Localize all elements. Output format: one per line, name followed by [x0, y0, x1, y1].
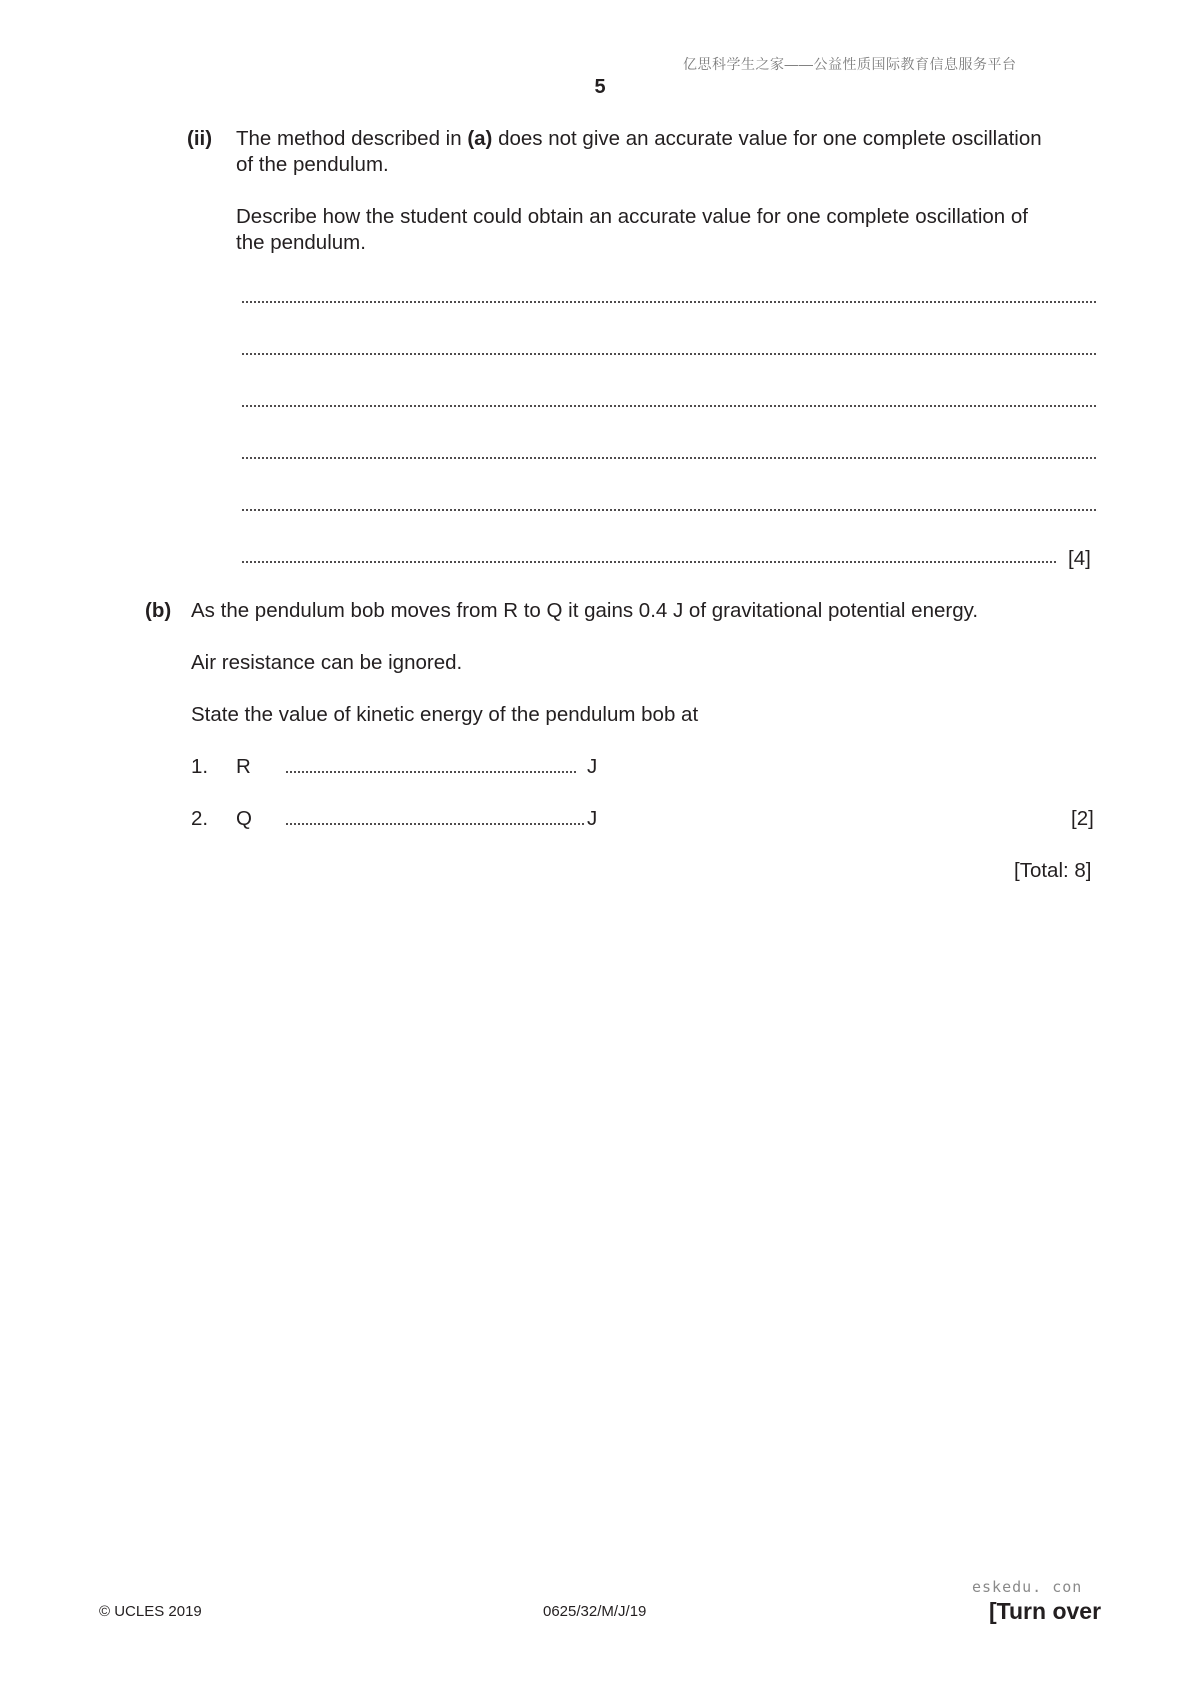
header-watermark: 亿思科学生之家——公益性质国际教育信息服务平台	[683, 56, 1017, 72]
question-b-note: Air resistance can be ignored.	[191, 651, 463, 674]
answer-line-3[interactable]	[241, 405, 1096, 407]
answer-line-4[interactable]	[241, 457, 1096, 459]
question-total: [Total: 8]	[1014, 859, 1092, 882]
turn-over: [Turn over	[989, 1598, 1102, 1624]
question-a-ii-text-part1: The method described in	[236, 127, 468, 150]
footer-code: 0625/32/M/J/19	[543, 1603, 647, 1620]
question-a-ii-text-line2: of the pendulum.	[236, 153, 389, 176]
question-a-ii-marks: [4]	[1068, 547, 1091, 570]
item-1-number: 1.	[191, 755, 209, 778]
question-b-marks: [2]	[1071, 807, 1094, 830]
question-a-ii-text-part2: does not give an accurate value for one complete oscillation	[492, 127, 1042, 150]
question-a-ref: (a)	[467, 127, 493, 150]
question-b-prompt: State the value of kinetic energy of the pendulum bob at	[191, 703, 699, 726]
item-2-point: Q	[236, 807, 252, 830]
item-2-answer-line[interactable]	[285, 823, 585, 825]
item-2-unit: J	[587, 807, 598, 830]
question-a-ii-text	[236, 125, 1096, 152]
item-2-number: 2.	[191, 807, 209, 830]
footer-watermark: eskedu. con	[972, 1578, 1083, 1596]
footer-copyright: © UCLES 2019	[99, 1603, 202, 1620]
item-1-unit: J	[587, 755, 598, 778]
page-number: 5	[594, 76, 606, 98]
answer-line-1[interactable]	[241, 301, 1096, 303]
question-a-ii-label: (ii)	[187, 127, 213, 150]
item-1-answer-line[interactable]	[285, 771, 578, 773]
item-1-point: R	[236, 755, 251, 778]
question-b-text: As the pendulum bob moves from R to Q it gains 0.4 J of gravitational potential energy.	[191, 599, 979, 622]
answer-line-6[interactable]	[241, 561, 1056, 563]
answer-line-2[interactable]	[241, 353, 1096, 355]
question-a-ii-instruction-line2: the pendulum.	[236, 231, 366, 254]
answer-line-5[interactable]	[241, 509, 1096, 511]
question-b-label: (b)	[145, 599, 172, 622]
question-a-ii-instruction-line1: Describe how the student could obtain an accurate value for one complete oscillation of	[236, 205, 1029, 228]
